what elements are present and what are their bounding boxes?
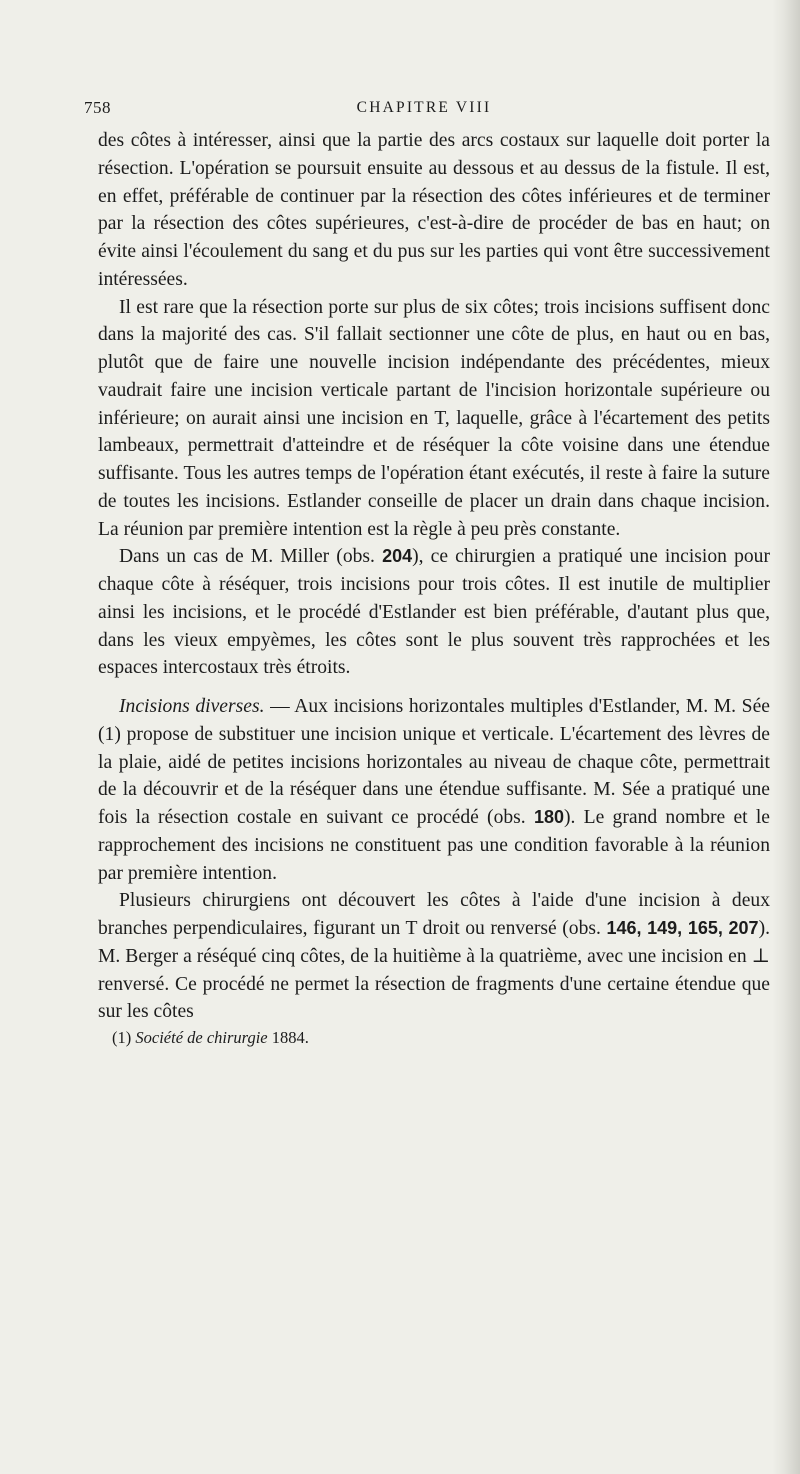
chapter-title: CHAPITRE VIII bbox=[356, 99, 492, 116]
obs-refs-146-207: 146, 149, 165, 207 bbox=[606, 918, 759, 938]
paragraph-3-text-b: ), ce chirurgien a pratiqué une incision pour chaque côte à réséquer, trois incisions pour trois côtes. Il est inutile de multiplier ainsi les incisions, et le procédé d'Estlander est bien préférable, d'autant plus que, dans les vieux empyèmes, les côtes sont le plus souvent très rapprochées et les espaces intercostaux très étroits. bbox=[98, 546, 770, 679]
paragraph-4-text-b: ). Le grand nombre et le rapprochement des incisions ne constituent pas une condition favorable à la réunion par première intention. bbox=[98, 807, 771, 884]
body-text bbox=[98, 127, 770, 1026]
obs-ref-204: 204 bbox=[382, 546, 413, 567]
page-edge-shadow bbox=[772, 0, 800, 1474]
paragraph-3-text-a: Dans un cas de M. Miller (obs. bbox=[119, 546, 383, 568]
paragraph-5 bbox=[98, 887, 770, 1026]
paragraph-4-text-a: — Aux incisions horizontales multiples d'Estlander, M. M. Sée (1) propose de substituer une incision unique et verticale. L'écartement des lèvres de la plaie, aidé de petites incisions horizontales au niveau de chaque côte, permettrait de la découvrir et de la réséquer dans une étendue suffisante. M. Sée a pratiqué une fois la résection costale en suivant ce procédé (obs. bbox=[98, 696, 770, 828]
footnote-source: Société de chirurgie bbox=[135, 1028, 268, 1047]
paragraph-5-text-b: ). M. Berger a réséqué cinq côtes, de la huitième à la quatrième, avec une incision en ⊥ renversé. Ce procédé ne permet la résection de fragments d'une certaine étendue que sur les côtes bbox=[98, 918, 770, 1023]
paragraph-5-text-a: Plusieurs chirurgiens ont découvert les côtes à l'aide d'une incision à deux branches perpendiculaires, figurant un T droit ou renversé (obs. bbox=[98, 890, 770, 939]
paragraph-2-text: Il est rare que la résection porte sur plus de six côtes; trois incisions suffisent donc dans la majorité des cas. S'il fallait sectionner une côte de plus, en haut ou en bas, plutôt que de faire une nouvelle incision indépendante des précédentes, mieux vaudrait faire une incision verticale partant de l'incision horizontale supérieure ou inférieure; on aurait ainsi une incision en T, laquelle, grâce à l'écartement des petits lambeaux, permettrait d'atteindre et de réséquer la côte voisine dans une étendue suffisante. Tous les autres temps de l'opération étant exécutés, il reste à faire la suture de toutes les incisions. Estlander conseille de placer un drain dans chaque incision. La réunion par première intention est la règle à peu près constante. bbox=[98, 296, 770, 540]
paragraph-3 bbox=[98, 543, 770, 682]
running-head bbox=[84, 98, 774, 124]
footnote bbox=[112, 1027, 309, 1049]
paragraph-4 bbox=[98, 693, 770, 887]
paragraph-2 bbox=[98, 294, 770, 544]
footnote-year: 1884. bbox=[267, 1028, 309, 1047]
footnote-marker: (1) bbox=[112, 1028, 136, 1047]
page-number: 758 bbox=[84, 98, 111, 117]
obs-ref-180: 180 bbox=[533, 807, 564, 827]
section-heading-incisions-diverses: Incisions diverses. bbox=[119, 696, 265, 717]
paragraph-1-text: des côtes à intéresser, ainsi que la partie des arcs costaux sur laquelle doit porter la résection. L'opération se poursuit ensuite au dessous et au dessus de la fistule. Il est, en effet, préférable de continuer par la résection des côtes inférieures et de terminer par la résection des côtes supérieures, c'est-à-dire de procéder de bas en haut; on évite ainsi l'écoulement du sang et du pus sur les parties qui vont être successivement intéressées. bbox=[98, 130, 770, 290]
paragraph-1 bbox=[98, 127, 770, 294]
